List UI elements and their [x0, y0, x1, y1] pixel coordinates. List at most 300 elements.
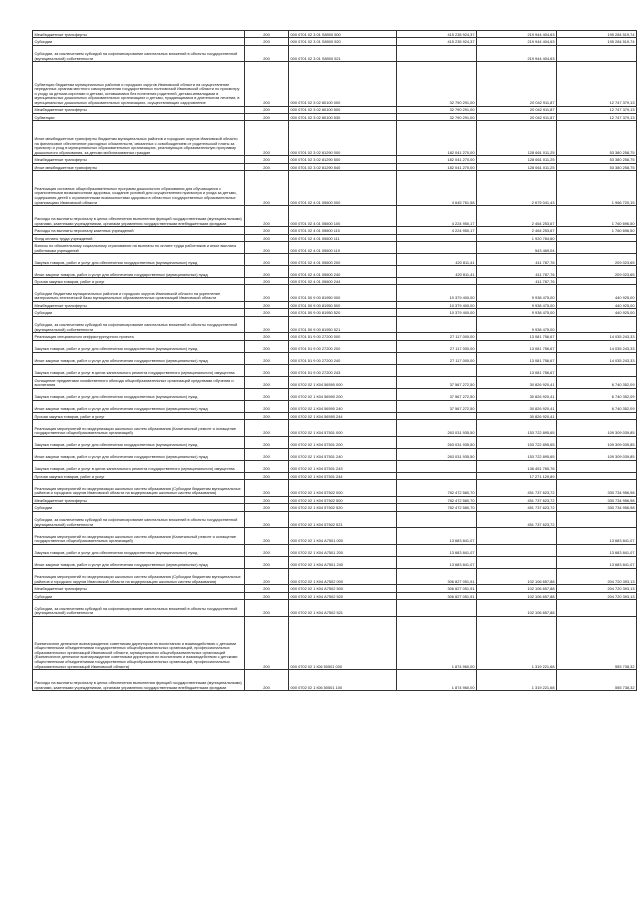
row-executed-amount: 20 042 911,87 [477, 106, 557, 113]
table-row [33, 302, 637, 309]
row-executed-amount: 30 826 920,41 [477, 376, 557, 388]
row-executed-amount: 1 920 784,60 [477, 234, 557, 241]
row-approved-amount: 263 031 935,50 [397, 436, 477, 448]
row-name: Закупка товаров, работ и услуг для обеспечения государственных (муниципальных) нужд [33, 340, 245, 352]
row-name: Расходы на выплаты персоналу казенных учреждений [33, 227, 245, 234]
row-unexecuted-amount [557, 412, 637, 419]
row-approved-amount: 306 827 051,91 [397, 585, 477, 592]
row-unexecuted-amount: 6 740 352,09 [557, 400, 637, 412]
row-unexecuted-amount: 195 284 519,74 [557, 31, 637, 38]
row-unexecuted-amount: 53 380 258,75 [557, 121, 637, 156]
row-budget-code: 000 0702 02 1 К04 57502 520 [289, 504, 397, 511]
table-row [33, 31, 637, 38]
row-budget-code: 000 0701 51 9 00 27200 200 [289, 340, 397, 352]
row-code: 200 [245, 544, 289, 556]
row-approved-amount: 10 379 400,00 [397, 309, 477, 316]
row-code: 200 [245, 333, 289, 340]
row-approved-amount: 13 683 841,07 [397, 544, 477, 556]
row-unexecuted-amount: 12 747 379,13 [557, 113, 637, 120]
row-code: 200 [245, 45, 289, 62]
table-row [33, 388, 637, 400]
row-code: 200 [245, 568, 289, 585]
row-unexecuted-amount [557, 600, 637, 617]
row-name: Субсидии, за исключением субсидий на софинансирование капитальных вложений в объекты государственной (муниципальной) собственности [33, 511, 245, 528]
row-name: Межбюджетные трансферты [33, 106, 245, 113]
table-row [33, 62, 637, 106]
row-code: 200 [245, 480, 289, 497]
row-code: 200 [245, 302, 289, 309]
row-approved-amount: 415 235 924,37 [397, 31, 477, 38]
row-code: 200 [245, 511, 289, 528]
row-name: Межбюджетные трансферты [33, 31, 245, 38]
row-name: Закупка товаров, работ и услуг для обеспечения государственных (муниципальных) нужд [33, 388, 245, 400]
row-executed-amount: 219 944 404,63 [477, 31, 557, 38]
row-executed-amount: 411 787,76 [477, 254, 557, 266]
row-executed-amount: 153 722 895,65 [477, 436, 557, 448]
row-approved-amount: 782 472 580,70 [397, 480, 477, 497]
table-row [33, 556, 637, 568]
row-approved-amount [397, 364, 477, 376]
row-code: 200 [245, 600, 289, 617]
row-name: Реализация специального инфраструктурного проекта [33, 333, 245, 340]
table-row [33, 285, 637, 302]
table-row [33, 585, 637, 592]
row-name: Межбюджетные трансферты [33, 156, 245, 163]
row-executed-amount: 13 081 756,67 [477, 340, 557, 352]
row-budget-code: 000 0701 02 4 01 05600 240 [289, 266, 397, 278]
row-approved-amount: 1 874 960,00 [397, 670, 477, 691]
row-budget-code: 000 0701 02 3 01 S8900 520 [289, 38, 397, 45]
row-approved-amount: 182 041 270,00 [397, 163, 477, 170]
row-executed-amount: 102 106 657,88 [477, 600, 557, 617]
row-approved-amount [397, 600, 477, 617]
row-approved-amount [397, 412, 477, 419]
row-unexecuted-amount [557, 511, 637, 528]
table-row [33, 412, 637, 419]
row-approved-amount: 10 379 400,00 [397, 302, 477, 309]
row-executed-amount: 153 722 895,65 [477, 448, 557, 460]
table-row [33, 171, 637, 206]
row-approved-amount [397, 511, 477, 528]
row-name: Взносы по обязательному социальному страхованию на выплаты по оплате труда работников и иные выплаты работникам учреждений [33, 242, 245, 254]
row-code: 200 [245, 352, 289, 364]
row-code: 200 [245, 670, 289, 691]
row-approved-amount: 420 811,41 [397, 254, 477, 266]
table-row [33, 496, 637, 503]
row-code: 200 [245, 113, 289, 120]
row-code: 200 [245, 340, 289, 352]
table-row [33, 113, 637, 120]
table-row [33, 227, 637, 234]
row-name: Иные закупки товаров, работ и услуг для обеспечения государственных (муниципальных) нужд [33, 448, 245, 460]
row-code: 200 [245, 436, 289, 448]
row-unexecuted-amount: 330 734 956,98 [557, 480, 637, 497]
row-name: Прочая закупка товаров, работ и услуг [33, 412, 245, 419]
row-name: Межбюджетные трансферты [33, 496, 245, 503]
row-name: Расходы на выплаты персоналу в целях обеспечения выполнения функций государственными (муниципальными) органами, казенными учреждениями, органами управления государственными внебюджетными фондами [33, 670, 245, 691]
row-name: Ежемесячное денежное вознаграждение советникам директоров по воспитанию и взаимодействию с детскими общественными объединениями государственных общеобразовательных организаций, профессиональных образовательных организаций Ивановской области, муниципальных общеобразовательных организаций (Ежемесячное денежное вознаграждение советникам директоров по воспитанию и взаимодействию с детскими общественными объединениями государственных общеобразовательных организаций, профессиональных образовательных организаций Ивановской области) [33, 616, 245, 669]
row-approved-amount: 32 790 291,00 [397, 62, 477, 106]
row-code: 200 [245, 496, 289, 503]
row-name: Закупка товаров, работ и услуг для обеспечения государственных (муниципальных) нужд [33, 254, 245, 266]
row-approved-amount: 306 827 051,91 [397, 592, 477, 599]
row-executed-amount [477, 544, 557, 556]
row-name: Расходы на выплаты персоналу в целях обеспечения выполнения функций государственными (муниципальными) органами, казенными учреждениями, органами управления государственными внебюджетными фондами [33, 206, 245, 227]
row-name: Закупка товаров, работ и услуг в целях капитального ремонта государственного (муниципального) имущества [33, 460, 245, 472]
row-approved-amount: 415 235 924,37 [397, 38, 477, 45]
row-executed-amount: 2 464 253,67 [477, 227, 557, 234]
row-code: 200 [245, 504, 289, 511]
table-row [33, 333, 637, 340]
row-budget-code: 000 0702 02 1 К04 А7502 521 [289, 600, 397, 617]
row-code: 200 [245, 412, 289, 419]
row-executed-amount: 219 944 404,63 [477, 38, 557, 45]
row-budget-code: 000 0702 02 1 К04 А7502 500 [289, 585, 397, 592]
row-budget-code: 000 0702 02 1 К04 57502 521 [289, 511, 397, 528]
row-approved-amount: 32 790 291,00 [397, 106, 477, 113]
row-unexecuted-amount: 204 720 393,13 [557, 568, 637, 585]
row-name: Субсидии [33, 309, 245, 316]
row-executed-amount: 9 938 475,00 [477, 309, 557, 316]
row-budget-code: 000 0701 50 9 00 81950 520 [289, 309, 397, 316]
table-row [33, 45, 637, 62]
table-row [33, 316, 637, 333]
row-name: Субсидии [33, 504, 245, 511]
row-code: 200 [245, 278, 289, 285]
row-budget-code: 000 0701 50 9 00 81950 521 [289, 316, 397, 333]
row-budget-code: 000 0701 02 3 02 80100 000 [289, 62, 397, 106]
table-row [33, 278, 637, 285]
table-row [33, 242, 637, 254]
row-code: 200 [245, 585, 289, 592]
row-executed-amount [477, 556, 557, 568]
row-budget-code: 000 0702 02 1 К04 57502 000 [289, 480, 397, 497]
row-code: 200 [245, 206, 289, 227]
row-code: 200 [245, 592, 289, 599]
row-unexecuted-amount: 6 740 352,09 [557, 376, 637, 388]
row-name: Закупка товаров, работ и услуг для обеспечения государственных (муниципальных) нужд [33, 436, 245, 448]
row-approved-amount [397, 472, 477, 479]
row-budget-code: 000 0701 02 4 01 05600 100 [289, 206, 397, 227]
row-approved-amount: 27 117 000,00 [397, 333, 477, 340]
table-row [33, 38, 637, 45]
table-body [33, 31, 637, 691]
row-unexecuted-amount: 14 035 243,33 [557, 340, 637, 352]
row-approved-amount [397, 460, 477, 472]
row-executed-amount: 13 081 756,67 [477, 352, 557, 364]
row-unexecuted-amount: 555 738,32 [557, 670, 637, 691]
row-code: 200 [245, 316, 289, 333]
row-name: Реализация мероприятий по модернизации школьных систем образования (Капитальный ремонт и оснащение государственных общеобразовательных организаций) [33, 420, 245, 437]
row-executed-amount: 451 737 623,72 [477, 496, 557, 503]
row-budget-code: 000 0702 02 1 К04 57501 244 [289, 472, 397, 479]
row-budget-code: 000 0702 02 1 К04 57501 000 [289, 420, 397, 437]
row-name: Иные закупки товаров, работ и услуг для обеспечения государственных (муниципальных) нужд [33, 266, 245, 278]
row-name: Реализация мероприятий по модернизации школьных систем образования (Субсидии бюджетам муниципальных районов и городских округов Ивановской области на модернизацию школьных систем образования) [33, 480, 245, 497]
row-approved-amount: 13 683 841,07 [397, 556, 477, 568]
row-unexecuted-amount [557, 45, 637, 62]
row-unexecuted-amount: 109 309 039,85 [557, 448, 637, 460]
row-code: 200 [245, 616, 289, 669]
row-executed-amount: 1 319 221,68 [477, 670, 557, 691]
row-name: Прочая закупка товаров, работ и услуг [33, 472, 245, 479]
row-executed-amount: 13 081 756,67 [477, 364, 557, 376]
table-row [33, 400, 637, 412]
row-unexecuted-amount: 53 380 258,75 [557, 163, 637, 170]
row-executed-amount: 102 106 657,88 [477, 568, 557, 585]
row-name: Субсидии, за исключением субсидий на софинансирование капитальных вложений в объекты государственной (муниципальной) собственности [33, 316, 245, 333]
row-approved-amount: 4 224 950,17 [397, 206, 477, 227]
row-approved-amount [397, 242, 477, 254]
row-approved-amount: 37 567 272,50 [397, 388, 477, 400]
row-name: Фонд оплаты труда учреждений [33, 234, 245, 241]
row-name: Иные закупки товаров, работ и услуг для обеспечения государственных (муниципальных) нужд [33, 352, 245, 364]
row-unexecuted-amount: 109 309 039,85 [557, 420, 637, 437]
row-approved-amount: 37 567 272,50 [397, 400, 477, 412]
row-approved-amount [397, 316, 477, 333]
row-name: Субсидии, за исключением субсидий на софинансирование капитальных вложений в объекты государственной (муниципальной) собственности [33, 600, 245, 617]
row-approved-amount: 37 567 272,50 [397, 376, 477, 388]
table-row [33, 156, 637, 163]
row-unexecuted-amount: 6 740 352,09 [557, 388, 637, 400]
row-name: Субвенции бюджетам муниципальных районов и городских округов Ивановской области на осуществление переданных органам местного самоуправления государственных полномочий Ивановской области по присмотру и уходу за детьми-сиротами и детьми, оставшимися без попечения родителей, детьми-инвалидами в муниципальных дошкольных образовательных организациях и детьми, нуждающимися в длительном лечении, в муниципальных дошкольных образовательных организациях, осуществляющих оздоровление [33, 62, 245, 106]
table-row [33, 544, 637, 556]
row-code: 200 [245, 364, 289, 376]
row-budget-code: 000 0702 02 1 К04 56590 000 [289, 376, 397, 388]
row-executed-amount: 1 319 221,68 [477, 616, 557, 669]
row-executed-amount: 2 464 253,67 [477, 206, 557, 227]
row-unexecuted-amount [557, 460, 637, 472]
row-code: 200 [245, 242, 289, 254]
row-code: 200 [245, 528, 289, 545]
row-unexecuted-amount: 12 747 379,13 [557, 62, 637, 106]
row-name: Субвенции [33, 113, 245, 120]
row-executed-amount: 411 787,76 [477, 278, 557, 285]
row-executed-amount: 128 661 011,25 [477, 156, 557, 163]
row-budget-code: 000 0701 51 9 00 27200 000 [289, 333, 397, 340]
row-executed-amount: 411 787,76 [477, 266, 557, 278]
row-approved-amount: 13 683 841,07 [397, 528, 477, 545]
row-budget-code: 000 0702 02 1 К04 А7501 240 [289, 556, 397, 568]
row-executed-amount: 219 944 404,63 [477, 45, 557, 62]
row-budget-code: 000 0702 02 1 К04 57502 500 [289, 496, 397, 503]
row-unexecuted-amount: 1 760 696,50 [557, 206, 637, 227]
row-approved-amount: 182 041 270,00 [397, 156, 477, 163]
table-row [33, 254, 637, 266]
row-unexecuted-amount [557, 472, 637, 479]
table-row [33, 670, 637, 691]
row-name: Субсидии [33, 38, 245, 45]
row-name: Иные закупки товаров, работ и услуг для обеспечения государственных (муниципальных) нужд [33, 556, 245, 568]
row-name: Прочая закупка товаров, работ и услуг [33, 278, 245, 285]
row-unexecuted-amount [557, 278, 637, 285]
row-budget-code: 000 0702 02 1 К04 57501 200 [289, 436, 397, 448]
row-code: 200 [245, 62, 289, 106]
row-approved-amount: 782 472 580,70 [397, 496, 477, 503]
row-unexecuted-amount [557, 234, 637, 241]
row-unexecuted-amount: 195 284 519,74 [557, 38, 637, 45]
row-name: Реализация основных общеобразовательных программ дошкольного образования для обучающихся с ограниченными возможностями здоровья, создание условий для осуществления присмотра и ухода за детьми, содержания детей с ограниченными возможностями здоровья в областных государственных образовательных организациях Ивановской области [33, 171, 245, 206]
row-budget-code: 000 0701 02 3 02 81290 500 [289, 156, 397, 163]
row-executed-amount: 17 271 129,89 [477, 472, 557, 479]
row-name: Межбюджетные трансферты [33, 585, 245, 592]
row-unexecuted-amount: 14 035 243,33 [557, 333, 637, 340]
row-unexecuted-amount: 440 925,00 [557, 302, 637, 309]
row-approved-amount: 782 472 580,70 [397, 504, 477, 511]
row-approved-amount: 306 827 051,91 [397, 568, 477, 585]
row-executed-amount [477, 528, 557, 545]
row-unexecuted-amount [557, 242, 637, 254]
table-row [33, 206, 637, 227]
table-row [33, 504, 637, 511]
table-row [33, 364, 637, 376]
row-code: 200 [245, 556, 289, 568]
row-budget-code: 000 0702 02 1 Ю6 50501 100 [289, 670, 397, 691]
table-row [33, 352, 637, 364]
row-executed-amount: 30 826 920,41 [477, 400, 557, 412]
row-budget-code: 000 0701 02 4 01 05600 110 [289, 227, 397, 234]
row-approved-amount: 1 874 960,00 [397, 616, 477, 669]
row-approved-amount [397, 234, 477, 241]
row-code: 200 [245, 234, 289, 241]
row-code: 200 [245, 448, 289, 460]
row-budget-code: 000 0702 02 1 К04 А7501 200 [289, 544, 397, 556]
row-code: 200 [245, 472, 289, 479]
row-budget-code: 000 0702 02 1 К04 А7502 520 [289, 592, 397, 599]
row-code: 200 [245, 388, 289, 400]
row-budget-code: 000 0701 02 3 01 S8900 500 [289, 31, 397, 38]
row-code: 200 [245, 171, 289, 206]
row-unexecuted-amount: 330 734 956,98 [557, 504, 637, 511]
row-code: 200 [245, 121, 289, 156]
row-code: 200 [245, 420, 289, 437]
row-name: Оснащение предметами хозяйственного обихода общеобразовательных организаций средствами обучения и воспитания [33, 376, 245, 388]
row-executed-amount: 9 938 475,00 [477, 302, 557, 309]
row-unexecuted-amount: 204 720 393,13 [557, 592, 637, 599]
row-code: 200 [245, 156, 289, 163]
row-budget-code: 000 0701 02 4 01 05600 200 [289, 254, 397, 266]
row-unexecuted-amount: 13 683 841,07 [557, 544, 637, 556]
row-unexecuted-amount: 204 720 393,13 [557, 585, 637, 592]
table-row [33, 106, 637, 113]
row-code: 200 [245, 400, 289, 412]
row-executed-amount: 136 451 765,76 [477, 460, 557, 472]
row-budget-code: 000 0702 02 1 К04 57501 240 [289, 448, 397, 460]
row-unexecuted-amount: 555 738,32 [557, 616, 637, 669]
row-budget-code: 000 0701 02 3 02 80100 530 [289, 113, 397, 120]
table-row [33, 460, 637, 472]
row-approved-amount: 263 031 935,50 [397, 420, 477, 437]
row-code: 200 [245, 38, 289, 45]
row-unexecuted-amount: 13 683 841,07 [557, 528, 637, 545]
row-approved-amount [397, 278, 477, 285]
row-executed-amount: 30 826 920,41 [477, 412, 557, 419]
row-unexecuted-amount: 109 309 039,85 [557, 436, 637, 448]
table-row [33, 600, 637, 617]
row-executed-amount: 128 661 011,25 [477, 163, 557, 170]
table-row [33, 121, 637, 156]
row-unexecuted-amount: 1 966 720,15 [557, 171, 637, 206]
row-unexecuted-amount: 13 683 841,07 [557, 556, 637, 568]
row-unexecuted-amount: 209 023,65 [557, 266, 637, 278]
row-budget-code: 000 0701 02 3 02 81290 540 [289, 163, 397, 170]
row-unexecuted-amount: 14 035 243,33 [557, 352, 637, 364]
row-code: 200 [245, 254, 289, 266]
table-row [33, 420, 637, 437]
row-approved-amount: 420 811,41 [397, 266, 477, 278]
row-approved-amount: 10 379 400,00 [397, 285, 477, 302]
row-executed-amount: 9 938 475,00 [477, 316, 557, 333]
row-executed-amount: 20 042 911,87 [477, 62, 557, 106]
row-approved-amount: 27 117 000,00 [397, 352, 477, 364]
row-code: 200 [245, 106, 289, 113]
row-budget-code: 000 0701 02 4 01 05600 111 [289, 234, 397, 241]
budget-table [32, 30, 637, 691]
row-unexecuted-amount [557, 364, 637, 376]
table-row [33, 340, 637, 352]
table-row [33, 568, 637, 585]
row-executed-amount: 451 737 623,72 [477, 511, 557, 528]
row-executed-amount: 30 826 920,41 [477, 388, 557, 400]
row-name: Субсидии бюджетам муниципальных районов и городских округов Ивановской области на укрепление материально-технической базы муниципальных образовательных организаций Ивановской области [33, 285, 245, 302]
row-code: 200 [245, 285, 289, 302]
row-unexecuted-amount: 330 734 956,98 [557, 496, 637, 503]
row-executed-amount: 128 661 011,25 [477, 121, 557, 156]
row-name: Иные межбюджетные трансферты [33, 163, 245, 170]
row-budget-code: 000 0701 50 9 00 81950 000 [289, 285, 397, 302]
table-row [33, 309, 637, 316]
row-executed-amount: 9 938 475,00 [477, 285, 557, 302]
row-unexecuted-amount: 440 925,00 [557, 309, 637, 316]
row-executed-amount: 451 737 623,72 [477, 480, 557, 497]
row-budget-code: 000 0701 51 9 00 27200 243 [289, 364, 397, 376]
table-row [33, 511, 637, 528]
row-budget-code: 000 0702 02 1 К04 А7502 000 [289, 568, 397, 585]
row-budget-code: 000 0701 02 3 01 S8900 521 [289, 45, 397, 62]
table-row [33, 616, 637, 669]
row-budget-code: 000 0702 02 1 К04 56590 240 [289, 400, 397, 412]
row-budget-code: 000 0702 02 1 Ю6 50501 000 [289, 616, 397, 669]
row-code: 200 [245, 266, 289, 278]
row-unexecuted-amount: 12 747 379,13 [557, 106, 637, 113]
row-unexecuted-amount: 1 760 696,50 [557, 227, 637, 234]
row-name: Иные закупки товаров, работ и услуг для обеспечения государственных (муниципальных) нужд [33, 400, 245, 412]
row-approved-amount: 4 224 950,17 [397, 227, 477, 234]
row-code: 200 [245, 227, 289, 234]
table-row [33, 266, 637, 278]
row-budget-code: 000 0701 02 3 02 80100 500 [289, 106, 397, 113]
row-budget-code: 000 0702 02 1 К04 57501 243 [289, 460, 397, 472]
row-unexecuted-amount: 53 380 258,75 [557, 156, 637, 163]
row-executed-amount: 102 106 657,88 [477, 592, 557, 599]
table-row [33, 376, 637, 388]
row-approved-amount [397, 45, 477, 62]
row-approved-amount: 27 117 000,00 [397, 340, 477, 352]
row-code: 200 [245, 31, 289, 38]
row-name: Реализация мероприятий по модернизации школьных систем образования (Капитальный ремонт и оснащение государственных общеобразовательных организаций) [33, 528, 245, 545]
row-unexecuted-amount: 440 925,00 [557, 285, 637, 302]
row-name: Иные межбюджетные трансферты бюджетам муниципальных районов и городских округов Ивановской области на финансовое обеспечение расходных обязательств, связанных с освобождением от родительской платы за присмотр и уход в муниципальных образовательных организациях, реализующих образовательную программу дошкольного образования, за детьми мобилизованных граждан [33, 121, 245, 156]
row-approved-amount: 263 031 935,50 [397, 448, 477, 460]
row-approved-amount: 32 790 291,00 [397, 113, 477, 120]
row-unexecuted-amount: 209 023,65 [557, 254, 637, 266]
row-executed-amount: 102 106 657,88 [477, 585, 557, 592]
row-budget-code: 000 0701 02 4 01 05600 000 [289, 171, 397, 206]
row-budget-code: 000 0702 02 1 К04 А7501 000 [289, 528, 397, 545]
row-name: Закупка товаров, работ и услуг в целях капитального ремонта государственного (муниципального) имущества [33, 364, 245, 376]
row-code: 200 [245, 309, 289, 316]
row-executed-amount: 153 722 895,65 [477, 420, 557, 437]
